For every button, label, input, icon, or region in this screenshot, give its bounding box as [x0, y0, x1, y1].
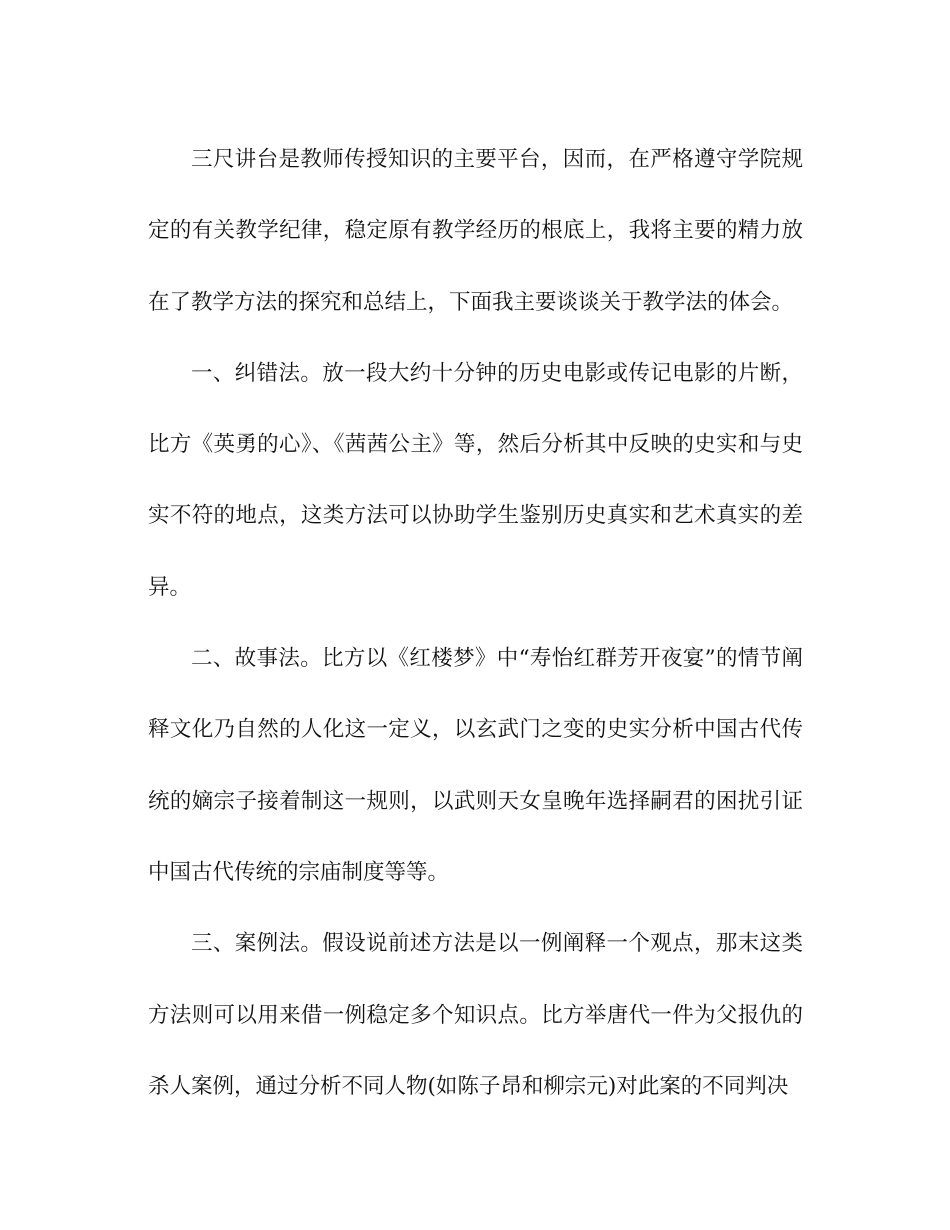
paragraph-intro: 三尺讲台是教师传授知识的主要平台，因而，在严格遵守学院规定的有关教学纪律，稳定原有教学经历的根底上，我将主要的精力放在了教学方法的探究和总结上，下面我主要谈谈关于教学法的体会。 [148, 147, 803, 315]
document-body [148, 124, 803, 1122]
paragraph-method-1: 一、纠错法。放一段大约十分钟的历史电影或传记电影的片断，比方《英勇的心》、《茜茜公主》等，然后分析其中反映的史实和与史实不符的地点，这类方法可以协助学生鉴别历史真实和艺术真实的差异。 [148, 360, 803, 600]
paragraph-method-2: 二、故事法。比方以《红楼梦》中“寿怡红群芳开夜宴”的情节阐释文化乃自然的人化这一定义，以玄武门之变的史实分析中国古代传统的嫡宗子接着制这一规则，以武则天女皇晚年选择嗣君的困扰引证中国古代传统的宗庙制度等等。 [148, 646, 803, 885]
paragraph-method-3: 三、案例法。假设说前述方法是以一例阐释一个观点，那末这类方法则可以用来借一例稳定多个知识点。比方举唐代一件为父报仇的杀人案例，通过分析不同人物(如陈子昂和柳宗元)对此案的不同判决 [148, 931, 803, 1099]
